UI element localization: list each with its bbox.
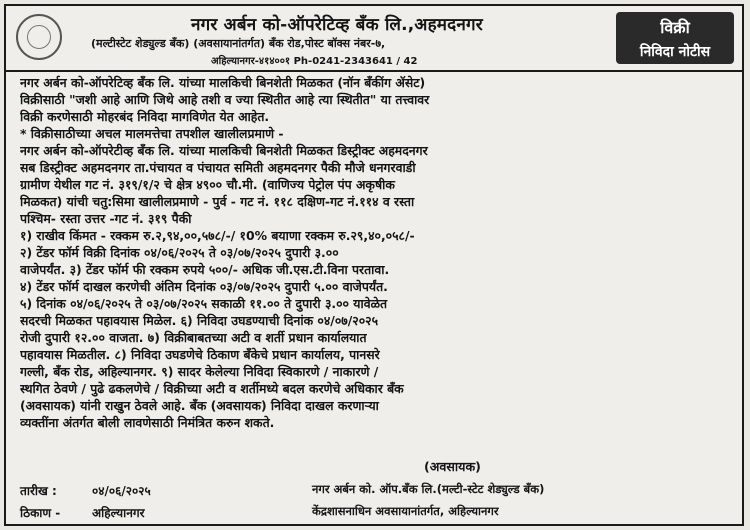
body-line: (अवसायक) यांनी राखुन ठेवले आहे. बँक (अवसायक) निविदा दाखल करणाऱ्या bbox=[20, 398, 379, 413]
bank-name: नगर अर्बन को-ऑपरेटिव्ह बँक लि.,अहमदनगर bbox=[191, 15, 483, 35]
body-line: २) टेंडर फॉर्म विक्री दिनांक ०४/०६/२०२५ ते ०३/०७/२०२५ दुपारी ३.०० bbox=[20, 245, 339, 260]
body-line: पश्चिम- रस्ता उत्तर -गट नं. ३१९ पैकी bbox=[20, 211, 192, 226]
body-line: विक्रीसाठी "जशी आहे आणि जिथे आहे तशी व ज्या स्थितीत आहे त्या स्थितीत" या तत्त्वावर bbox=[20, 92, 430, 107]
liquidator-signoff: (अवसायक) bbox=[424, 459, 481, 474]
body-line: नगर अर्बन को-ऑपरेटिव्ह बँक लि. यांच्या मालकिची बिनशेती मिळकत (नॉन बँकींग ॲसेट) bbox=[20, 75, 426, 90]
place-value: अहिल्यानगर bbox=[92, 506, 145, 520]
notice-footer bbox=[20, 482, 732, 526]
body-line: विक्री करणेसाठी मोहरबंद निविदा मागविणेत येत आहेत. bbox=[20, 109, 270, 124]
badge-line1: विक्री bbox=[660, 18, 690, 37]
body-line: रोजी दुपारी १२.०० वाजता. ७) विक्रीबाबतच्या अटी व शर्ती प्रधान कार्यालयात bbox=[20, 330, 367, 345]
tender-notice bbox=[4, 4, 744, 526]
body-line: व्यक्तींना अंतर्गत बोली लावणेसाठी निमंत्रित करुन शकते. bbox=[20, 415, 275, 430]
body-line: वाजेपर्यंत. ३) टेंडर फॉर्म फी रक्कम रुपये ५००/- अधिक जी.एस.टी.विना परतावा. bbox=[20, 262, 390, 277]
sale-tender-badge bbox=[616, 12, 734, 64]
body-line: ५) दिनांक ०४/०६/२०२५ ते ०३/०७/२०२५ सकाळी ११.०० ते दुपारी ३.०० यावेळेत bbox=[20, 296, 388, 311]
body-line: स्थगित ठेवणे / पुढे ढकलणेचे / विक्रीच्या अटी व शर्तीमध्ये बदल करणेचे अधिकार बँक bbox=[20, 381, 404, 396]
bank-logo-icon bbox=[16, 14, 62, 60]
footer-bank-status: केंद्रशासनाधिन अवसायानांतर्गत, अहिल्यानगर bbox=[312, 504, 499, 518]
notice-body bbox=[20, 74, 732, 431]
date-label: तारीख : bbox=[20, 484, 57, 498]
footer-bank-name: नगर अर्बन को. ऑप.बँक लि.(मल्टी-स्टेट शेड्युल्ड बँक) bbox=[312, 482, 545, 496]
body-line: १) राखीव किंमत - रक्कम रु.२,९४,००,५७८/-/ १0% बयाणा रक्कम रु.२९,४०,०५८/- bbox=[20, 228, 415, 243]
body-line: सब डिस्ट्रीक्ट अहमदनगर ता.पंचायत व पंचायत समिती अहमदनगर पैकी मौजे धनगरवाडी bbox=[20, 160, 416, 175]
body-line: गल्ली, बँक रोड, अहिल्यानगर. ९) सादर केलेल्या निविदा स्विकारणे / नाकारणे / bbox=[20, 364, 379, 379]
body-line: ग्रामीण येथील गट नं. ३१९/१/२ चे क्षेत्र ४९०० चौ.मी. (वाणिज्य पेट्रोल पंप अकृषीक bbox=[20, 177, 395, 192]
body-line: ४) टेंडर फॉर्म दाखल करणेची अंतिम दिनांक ०३/०७/२०२५ दुपारी ५.०० वाजेपर्यंत. bbox=[20, 279, 388, 294]
place-label: ठिकाण - bbox=[20, 506, 61, 520]
notice-header bbox=[6, 6, 742, 72]
badge-line2: निविदा नोटीस bbox=[639, 44, 711, 60]
body-line: सदरची मिळकत पहावयास मिळेल. ६) निविदा उघडण्याची दिनांक ०४/०७/२०२५ bbox=[20, 313, 379, 328]
body-line: पहावयास मिळतील. ८) निविदा उघडणेचे ठिकाण बँकेचे प्रधान कार्यालय, पानसरे bbox=[20, 347, 380, 362]
body-line: नगर अर्बन को-ऑपरेटीव्ह बँक लि. यांच्या मालकिची बिनशेती मिळकत डिस्ट्रीक्ट अहमदनगर bbox=[20, 143, 428, 158]
body-line: * विक्रीसाठीच्या अचल मालमत्तेचा तपशील खालीलप्रमाणे - bbox=[20, 126, 284, 141]
date-value: ०४/०६/२०२५ bbox=[92, 484, 151, 498]
bank-address: अहिल्यानगर-४१४००१ Ph-0241-2343641 / 42 bbox=[211, 56, 418, 67]
bank-subtitle: (मल्टीस्टेट शेड्युल्ड बँक) (अवसायानांतर्गत) बँक रोड,पोस्ट बॉक्स नंबर-७, bbox=[91, 37, 386, 50]
body-line: मिळकत) यांची चतु:सिमा खालीलप्रमाणे - पुर्व - गट नं. ११८ दक्षिण-गट नं.११४ व रस्ता bbox=[20, 194, 415, 209]
